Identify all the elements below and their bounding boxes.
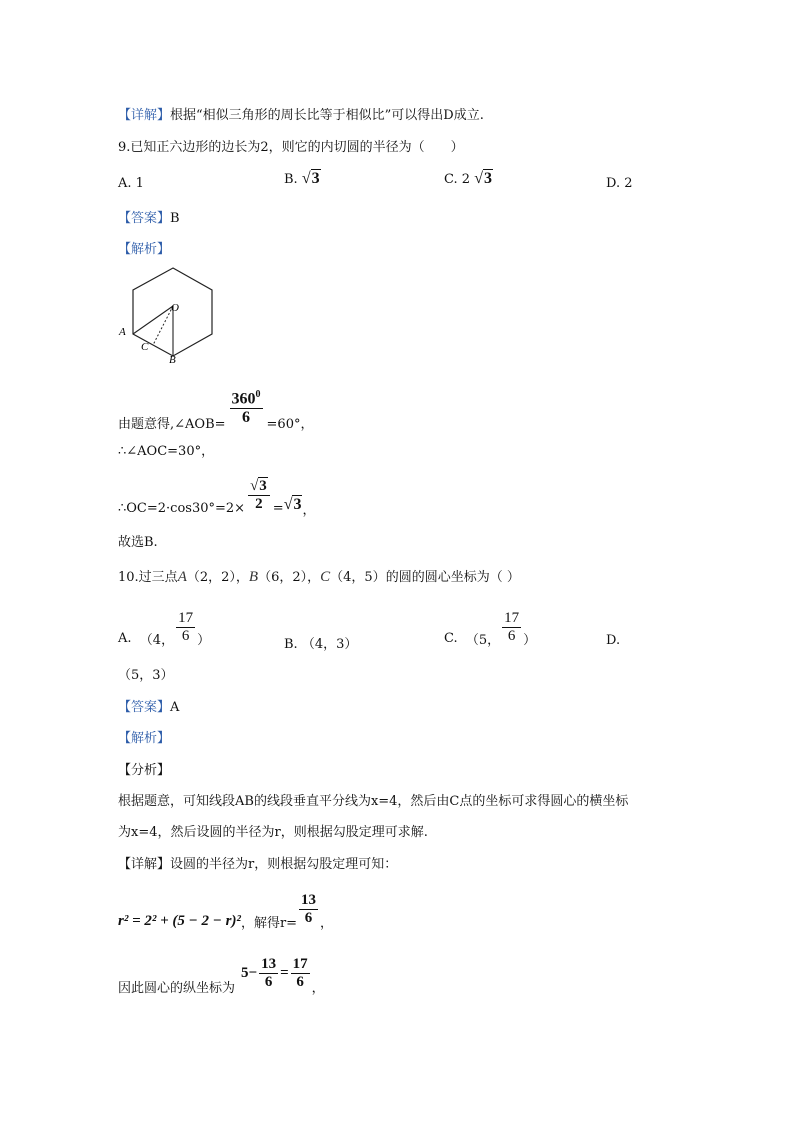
option-label: D. — [606, 176, 621, 191]
q10-answer: 【答案】A — [118, 700, 180, 715]
sqrt-symbol: √3 — [474, 170, 492, 187]
fraction-17-6: $\frac{17}{6}$ — [292, 955, 308, 990]
q9-analysis-tag: 【解析】 — [118, 242, 171, 257]
sqrt-symbol: √3 — [301, 170, 320, 187]
label-b: B — [169, 354, 176, 366]
detail-text: 根据“相似三角形的周长比等于相似比”可以得出D成立. — [170, 108, 484, 123]
q10-option-a: A. （4， $\frac{17}{6}$ ） — [118, 609, 211, 648]
q10-option-b: B. （4，3） — [284, 637, 358, 652]
q9-line2: ∴∠AOC=30°， — [118, 444, 215, 459]
label-a: A — [119, 326, 126, 338]
q9-option-a — [118, 176, 144, 191]
q9-option-d: D. 2 — [606, 176, 633, 191]
pythagoras-equation: r² = 2² + (5 − 2 − r)² — [118, 912, 241, 929]
segment-oa — [133, 306, 173, 334]
answer-value: A — [170, 700, 180, 715]
q10-equation-line: r² = 2² + (5 − 2 − r)² ，解得r= $\frac{13}{6}$ ， — [118, 891, 334, 931]
detail-tag: 【详解】 — [118, 108, 171, 123]
point-a: A — [177, 569, 187, 585]
fraction-13-6: $\frac{13}{6}$ — [301, 891, 317, 926]
q10-analysis-tag: 【解析】 — [118, 731, 171, 746]
q10-option-c: C. （5， $\frac{17}{6}$ ） — [444, 609, 537, 648]
q10-option-d-value: （5，3） — [118, 668, 174, 683]
sqrt-symbol: √3 — [283, 496, 302, 513]
fraction-13-6: $\frac{13}{6}$ — [261, 955, 277, 990]
q9-answer — [118, 207, 180, 226]
label-c: C — [141, 341, 149, 353]
option-label: C. — [444, 172, 458, 187]
q9-option-c: C. 2 √3 — [444, 170, 492, 187]
q9-line1: 由题意得,∠AOB= $\frac{360^0}{6}$ =60°， — [118, 388, 314, 432]
segment-oc — [153, 306, 173, 345]
q10-analysis-sub-tag: 【分析】 — [118, 763, 171, 778]
q10-y-line: 因此圆心的纵坐标为 5− $\frac{13}{6}$ = $\frac{17}{6}$ ， — [118, 955, 325, 996]
q8-detail-line — [118, 104, 484, 123]
q9-line3: ∴OC=2·cos30°=2× $\frac{√3}{2}$ = √3 ， — [118, 477, 316, 518]
q10-detail: 【详解】设圆的半径为r，则根据勾股定理可知： — [118, 857, 398, 872]
option-value: 1 — [135, 176, 144, 191]
q10-option-d-label: D. — [606, 633, 621, 648]
answer-tag: 【答案】 — [118, 211, 171, 226]
q10-stem: 10.过三点A（2，2），B（6，2），C（4，5）的圆的圆心坐标为（ ） — [118, 569, 520, 585]
q9-conclusion: 故选B. — [118, 535, 158, 550]
point-b: B — [248, 569, 259, 585]
fraction-sqrt3-2: $\frac{√3}{2}$ — [248, 478, 270, 513]
q9-stem: 9.已知正六边形的边长为2，则它的内切圆的半径为（ ） — [118, 140, 464, 155]
option-label: A. — [118, 176, 132, 191]
label-o: O — [171, 302, 179, 314]
fraction-17-6: $\frac{17}{6}$ — [178, 609, 194, 644]
answer-value: B — [170, 211, 180, 226]
hexagon-figure — [115, 262, 225, 366]
detail-tag: 【详解】 — [118, 857, 171, 872]
q10-analysis-line1: 根据题意，可知线段AB的线段垂直平分线为x=4，然后由C点的坐标可求得圆心的横坐标 — [118, 794, 629, 809]
q10-analysis-line2: 为x=4，然后设圆的半径为r，则根据勾股定理可求解. — [118, 825, 428, 840]
fraction-360-6: $\frac{360^0}{6}$ — [231, 388, 261, 427]
fraction-17-6: $\frac{17}{6}$ — [504, 609, 520, 644]
option-label: B. — [284, 172, 298, 187]
point-c: C — [320, 569, 331, 585]
q9-option-b — [284, 170, 321, 188]
